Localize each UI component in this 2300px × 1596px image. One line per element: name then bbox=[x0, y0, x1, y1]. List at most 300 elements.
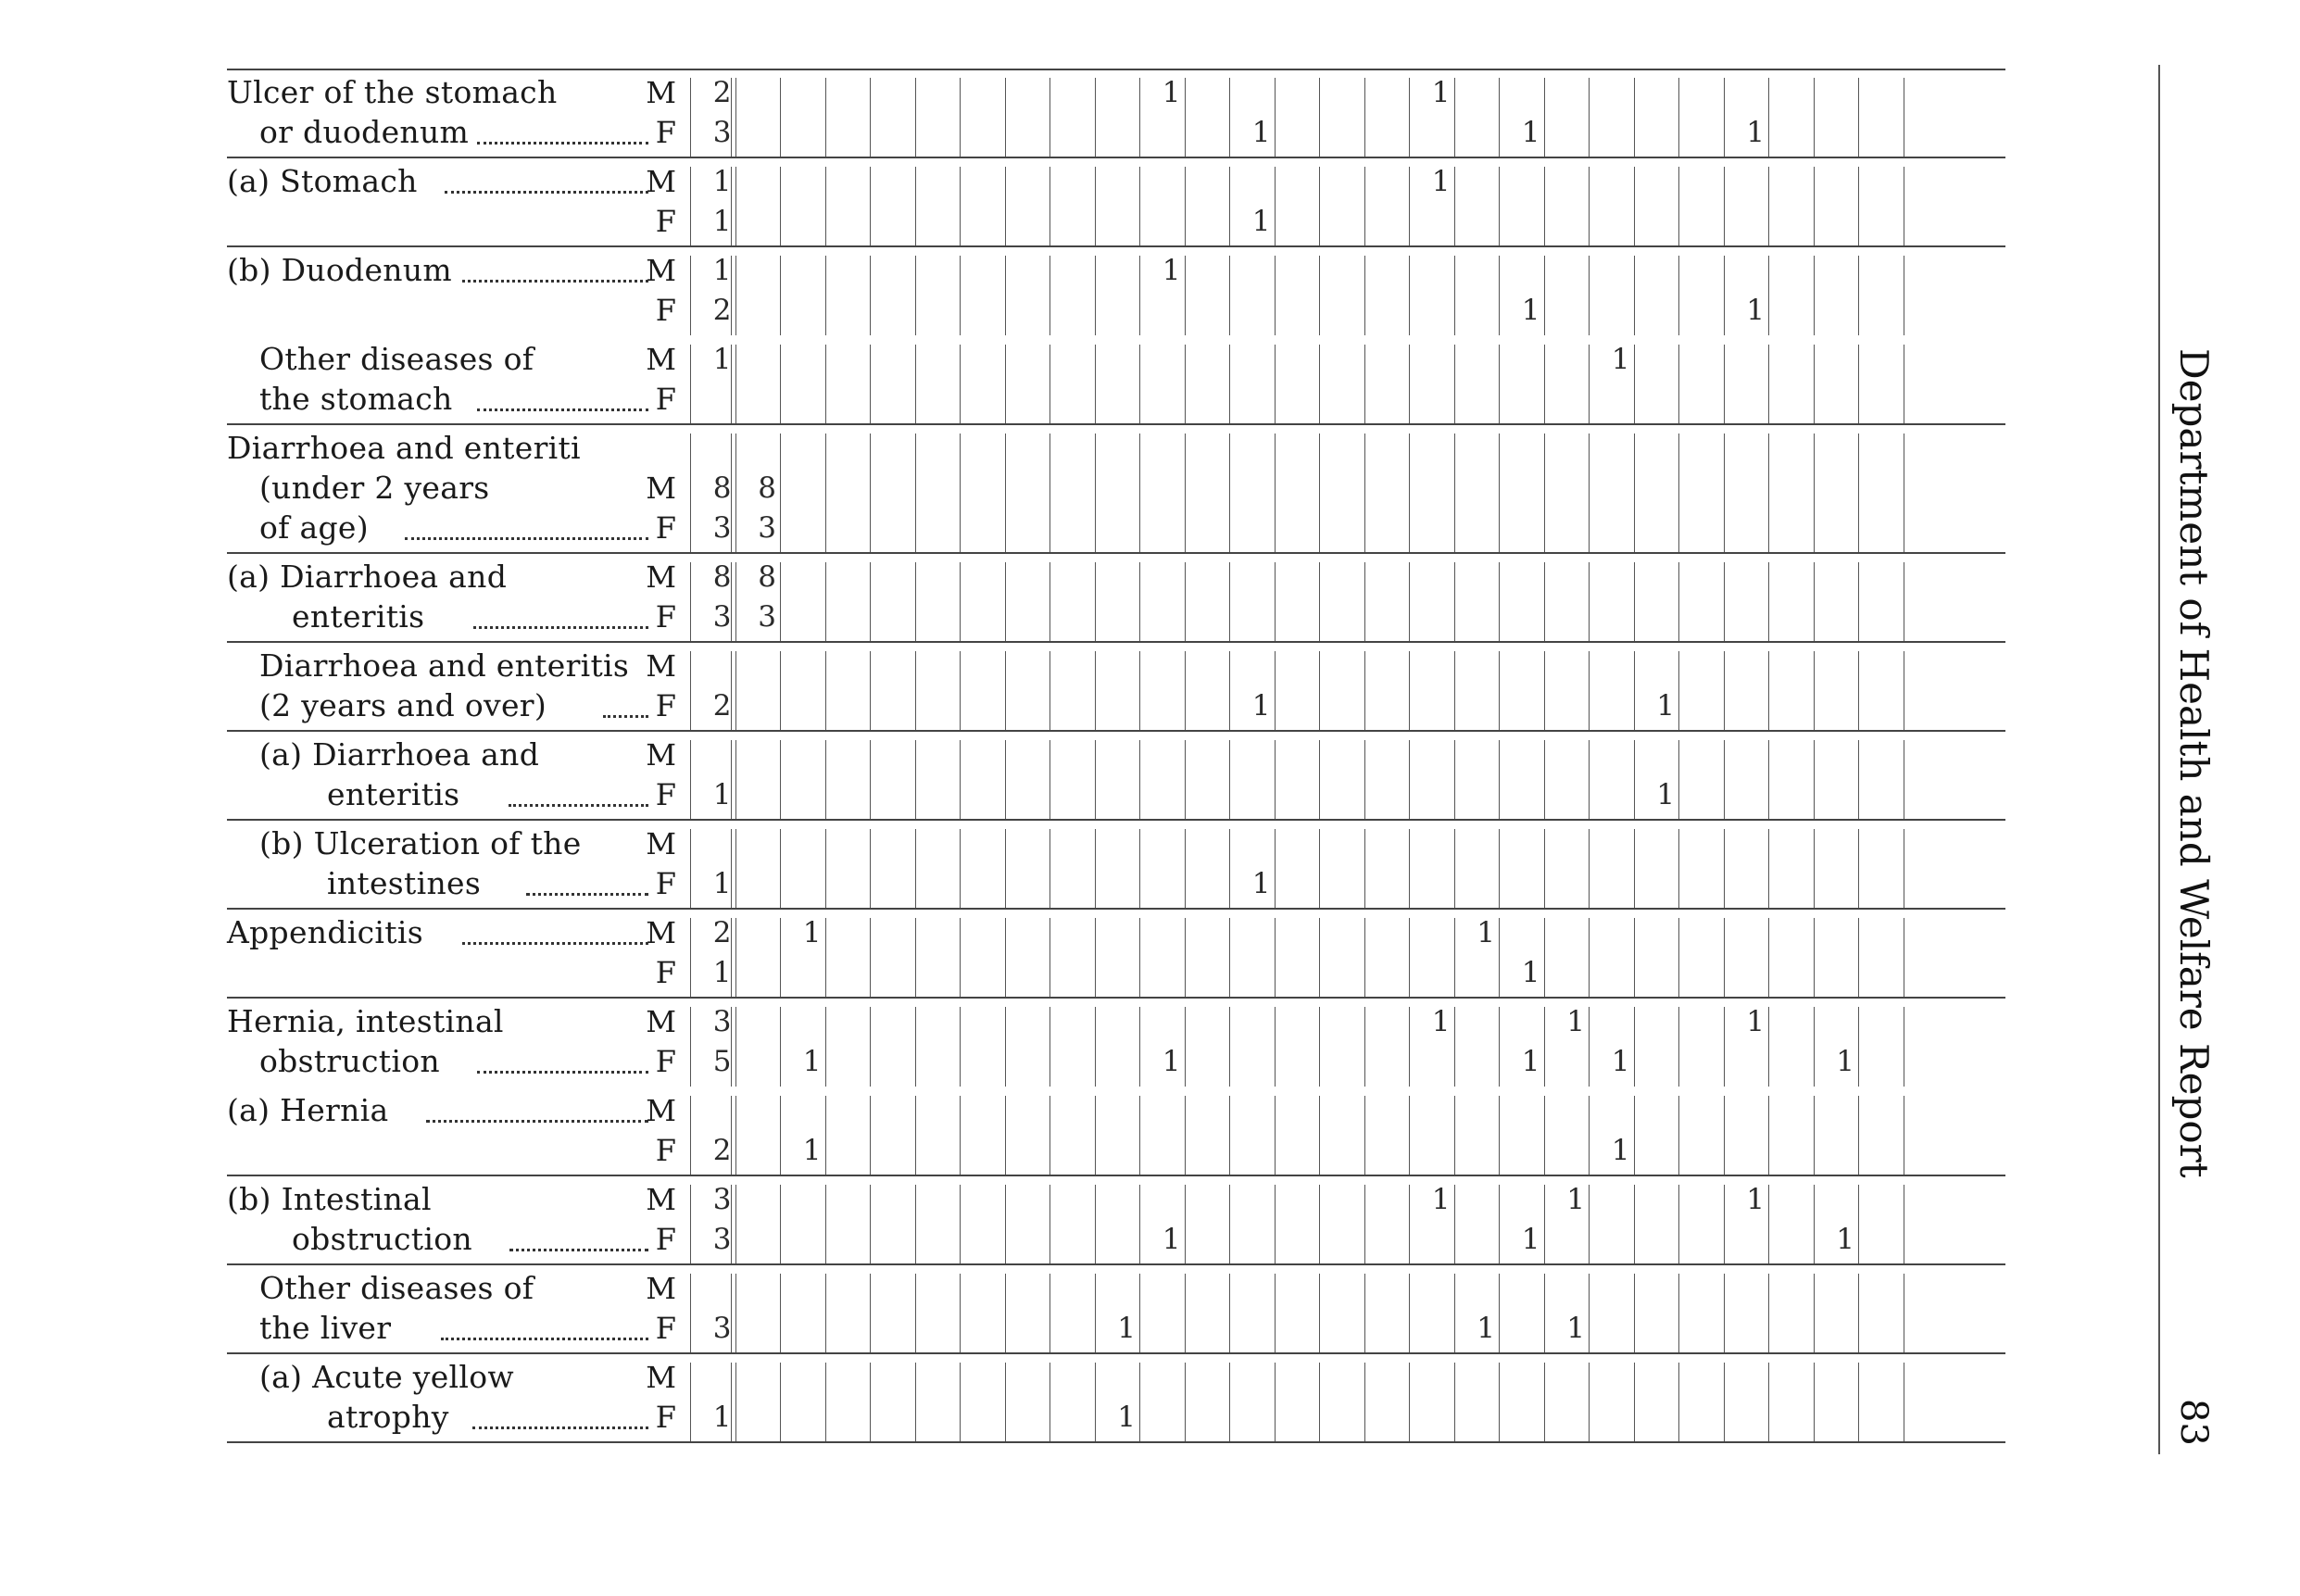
count-value: 2 bbox=[712, 1134, 732, 1167]
column-rule bbox=[1275, 434, 1276, 553]
count-value: 1 bbox=[1117, 1312, 1136, 1345]
dot-leader bbox=[472, 1426, 649, 1429]
column-rule bbox=[1095, 1096, 1096, 1175]
column-rule bbox=[1275, 256, 1276, 335]
row-separator bbox=[227, 245, 2005, 247]
column-rule bbox=[1454, 434, 1455, 553]
column-rule bbox=[825, 918, 826, 998]
column-rule bbox=[1724, 829, 1725, 909]
count-value: 1 bbox=[1611, 343, 1630, 376]
column-rule bbox=[825, 78, 826, 157]
column-rule bbox=[1454, 167, 1455, 246]
column-rule bbox=[1275, 1007, 1276, 1087]
count-value: 1 bbox=[1566, 1183, 1585, 1216]
column-rule bbox=[1499, 740, 1500, 820]
row-label: intestines bbox=[327, 865, 482, 901]
column-rule bbox=[1049, 78, 1050, 157]
column-rule bbox=[1634, 1274, 1635, 1353]
column-rule bbox=[960, 740, 961, 820]
column-rule bbox=[1678, 829, 1679, 909]
column-rule bbox=[1049, 918, 1050, 998]
column-rule bbox=[1275, 1363, 1276, 1442]
column-rule bbox=[1678, 78, 1679, 157]
column-rule bbox=[1724, 256, 1725, 335]
column-rule bbox=[1454, 1096, 1455, 1175]
count-value: 1 bbox=[1836, 1045, 1854, 1078]
column-rule bbox=[1454, 1185, 1455, 1264]
column-rule bbox=[1185, 1274, 1186, 1353]
column-rule bbox=[1858, 434, 1859, 553]
column-rule bbox=[825, 1096, 826, 1175]
column-rule bbox=[1319, 78, 1320, 157]
count-value: 1 bbox=[1431, 76, 1451, 109]
column-rule bbox=[1139, 1007, 1140, 1087]
count-value: 1 bbox=[1746, 294, 1765, 327]
column-rule bbox=[1364, 1274, 1365, 1353]
count-value: 1 bbox=[1656, 689, 1675, 723]
column-rule bbox=[780, 345, 781, 424]
column-rule bbox=[1724, 740, 1725, 820]
column-rule bbox=[1319, 740, 1320, 820]
dot-leader bbox=[477, 408, 649, 411]
row-separator bbox=[227, 157, 2005, 158]
count-value: 1 bbox=[1431, 1005, 1451, 1038]
column-rule bbox=[1589, 434, 1590, 553]
column-rule bbox=[1768, 1363, 1769, 1442]
column-rule bbox=[960, 1007, 961, 1087]
count-value: 1 bbox=[1251, 867, 1271, 900]
column-rule bbox=[915, 1096, 916, 1175]
column-rule bbox=[1724, 345, 1725, 424]
column-rule bbox=[1005, 1096, 1006, 1175]
row-label: the stomach bbox=[259, 381, 453, 417]
count-value: 1 bbox=[1117, 1401, 1136, 1434]
sex-code: M bbox=[646, 648, 676, 684]
count-value: 3 bbox=[758, 511, 776, 545]
count-value: 1 bbox=[802, 1134, 822, 1167]
column-rule bbox=[731, 345, 732, 424]
column-rule bbox=[780, 918, 781, 998]
column-rule bbox=[1185, 918, 1186, 998]
column-rule bbox=[1185, 345, 1186, 424]
count-value: 1 bbox=[1162, 254, 1181, 287]
row-separator bbox=[227, 819, 2005, 821]
column-rule bbox=[1858, 1096, 1859, 1175]
column-rule bbox=[1275, 78, 1276, 157]
column-rule bbox=[1814, 651, 1815, 731]
column-rule bbox=[731, 918, 732, 998]
table-rule bbox=[227, 69, 2005, 70]
column-rule bbox=[1678, 1274, 1679, 1353]
sex-code: F bbox=[655, 382, 676, 417]
column-rule bbox=[1139, 740, 1140, 820]
count-value: 1 bbox=[1521, 1045, 1540, 1078]
column-rule bbox=[1634, 651, 1635, 731]
row-label: Diarrhoea and enteriti bbox=[227, 430, 581, 466]
column-rule bbox=[1185, 167, 1186, 246]
row-label: (a) Hernia bbox=[227, 1092, 389, 1128]
column-rule bbox=[1678, 167, 1679, 246]
row-separator bbox=[227, 552, 2005, 554]
column-rule bbox=[735, 918, 736, 998]
column-rule bbox=[1634, 740, 1635, 820]
column-rule bbox=[1768, 918, 1769, 998]
column-rule bbox=[1409, 434, 1410, 553]
column-rule bbox=[1319, 829, 1320, 909]
row-label: the liver bbox=[259, 1310, 392, 1346]
column-rule bbox=[1095, 1363, 1096, 1442]
column-rule bbox=[1768, 1007, 1769, 1087]
column-rule bbox=[1814, 345, 1815, 424]
row-separator bbox=[227, 1175, 2005, 1176]
count-value: 1 bbox=[712, 205, 732, 238]
column-rule bbox=[731, 1096, 732, 1175]
column-rule bbox=[1095, 918, 1096, 998]
column-rule bbox=[915, 562, 916, 642]
column-rule bbox=[735, 740, 736, 820]
column-rule bbox=[1364, 256, 1365, 335]
column-rule bbox=[1544, 1007, 1545, 1087]
sex-code: M bbox=[646, 471, 676, 506]
column-rule bbox=[1095, 1274, 1096, 1353]
column-rule bbox=[780, 1096, 781, 1175]
column-rule bbox=[731, 1363, 732, 1442]
column-rule bbox=[1499, 256, 1500, 335]
column-rule bbox=[870, 256, 871, 335]
sex-code: F bbox=[655, 204, 676, 239]
row-label: Hernia, intestinal bbox=[227, 1003, 504, 1039]
row-label: or duodenum bbox=[259, 114, 470, 150]
column-rule bbox=[690, 434, 691, 553]
sex-code: F bbox=[655, 1133, 676, 1168]
column-rule bbox=[731, 78, 732, 157]
column-rule bbox=[1185, 1007, 1186, 1087]
column-rule bbox=[1049, 1096, 1050, 1175]
row-label: (under 2 years bbox=[259, 470, 490, 506]
column-rule bbox=[1454, 740, 1455, 820]
dot-leader bbox=[477, 1071, 649, 1074]
count-value: 2 bbox=[712, 689, 732, 723]
column-rule bbox=[870, 345, 871, 424]
column-rule bbox=[1499, 1007, 1500, 1087]
column-rule bbox=[1499, 1096, 1500, 1175]
column-rule bbox=[1678, 740, 1679, 820]
dot-leader bbox=[426, 1120, 648, 1123]
column-rule bbox=[1095, 829, 1096, 909]
column-rule bbox=[1858, 562, 1859, 642]
column-rule bbox=[1544, 434, 1545, 553]
column-rule bbox=[1229, 1185, 1230, 1264]
dot-leader bbox=[473, 626, 649, 629]
column-rule bbox=[1095, 651, 1096, 731]
column-rule bbox=[870, 167, 871, 246]
column-rule bbox=[1319, 918, 1320, 998]
count-value: 1 bbox=[712, 1401, 732, 1434]
column-rule bbox=[780, 651, 781, 731]
column-rule bbox=[915, 1363, 916, 1442]
column-rule bbox=[1678, 562, 1679, 642]
column-rule bbox=[1814, 918, 1815, 998]
column-rule bbox=[1768, 1274, 1769, 1353]
column-rule bbox=[1724, 1096, 1725, 1175]
count-value: 5 bbox=[712, 1045, 732, 1078]
column-rule bbox=[1364, 345, 1365, 424]
sex-code: M bbox=[646, 915, 676, 950]
column-rule bbox=[1229, 345, 1230, 424]
column-rule bbox=[690, 256, 691, 335]
column-rule bbox=[1499, 1363, 1500, 1442]
column-rule bbox=[1768, 1185, 1769, 1264]
column-rule bbox=[1409, 1274, 1410, 1353]
column-rule bbox=[1589, 651, 1590, 731]
column-rule bbox=[1499, 434, 1500, 553]
sex-code: F bbox=[655, 1400, 676, 1435]
column-rule bbox=[1049, 345, 1050, 424]
sex-code: F bbox=[655, 115, 676, 150]
sex-code: M bbox=[646, 1004, 676, 1039]
column-rule bbox=[1049, 740, 1050, 820]
count-value: 2 bbox=[712, 916, 732, 949]
column-rule bbox=[1049, 1185, 1050, 1264]
sex-code: F bbox=[655, 1222, 676, 1257]
column-rule bbox=[1139, 829, 1140, 909]
row-label: (a) Stomach bbox=[227, 163, 418, 199]
column-rule bbox=[1544, 1274, 1545, 1353]
column-rule bbox=[731, 829, 732, 909]
column-rule bbox=[915, 167, 916, 246]
dot-leader bbox=[526, 893, 648, 896]
column-rule bbox=[1678, 256, 1679, 335]
column-rule bbox=[1229, 256, 1230, 335]
column-rule bbox=[1678, 1096, 1679, 1175]
column-rule bbox=[1095, 78, 1096, 157]
column-rule bbox=[1185, 562, 1186, 642]
count-value: 1 bbox=[1521, 116, 1540, 149]
row-label: Ulcer of the stomach bbox=[227, 74, 558, 110]
column-rule bbox=[735, 78, 736, 157]
column-rule bbox=[1858, 345, 1859, 424]
column-rule bbox=[1409, 167, 1410, 246]
row-label: Other diseases of bbox=[259, 341, 534, 377]
count-value: 1 bbox=[802, 1045, 822, 1078]
column-rule bbox=[1814, 1007, 1815, 1087]
column-rule bbox=[1634, 1007, 1635, 1087]
column-rule bbox=[780, 562, 781, 642]
column-rule bbox=[1678, 651, 1679, 731]
count-value: 8 bbox=[758, 560, 776, 594]
column-rule bbox=[1409, 651, 1410, 731]
column-rule bbox=[1364, 1363, 1365, 1442]
column-rule bbox=[1049, 562, 1050, 642]
column-rule bbox=[1858, 78, 1859, 157]
column-rule bbox=[1724, 78, 1725, 157]
count-value: 3 bbox=[712, 511, 732, 545]
column-rule bbox=[1454, 1363, 1455, 1442]
count-value: 1 bbox=[712, 867, 732, 900]
column-rule bbox=[1768, 256, 1769, 335]
column-rule bbox=[1544, 345, 1545, 424]
column-rule bbox=[690, 740, 691, 820]
column-rule bbox=[735, 1274, 736, 1353]
column-rule bbox=[825, 434, 826, 553]
column-rule bbox=[780, 434, 781, 553]
column-rule bbox=[1544, 1363, 1545, 1442]
count-value: 1 bbox=[712, 254, 732, 287]
dot-leader bbox=[445, 191, 649, 194]
row-label: (2 years and over) bbox=[259, 687, 547, 723]
count-value: 1 bbox=[1521, 956, 1540, 989]
column-rule bbox=[690, 829, 691, 909]
column-rule bbox=[1229, 167, 1230, 246]
count-value: 2 bbox=[712, 294, 732, 327]
column-rule bbox=[915, 1007, 916, 1087]
count-value: 1 bbox=[1611, 1134, 1630, 1167]
column-rule bbox=[690, 1007, 691, 1087]
column-rule bbox=[1005, 167, 1006, 246]
dot-leader bbox=[509, 804, 649, 807]
count-value: 1 bbox=[712, 165, 732, 198]
column-rule bbox=[780, 256, 781, 335]
column-rule bbox=[1544, 829, 1545, 909]
column-rule bbox=[1499, 167, 1500, 246]
column-rule bbox=[825, 651, 826, 731]
column-rule bbox=[1724, 1274, 1725, 1353]
column-rule bbox=[825, 829, 826, 909]
column-rule bbox=[1409, 1363, 1410, 1442]
column-rule bbox=[1185, 434, 1186, 553]
column-rule bbox=[690, 345, 691, 424]
column-rule bbox=[780, 829, 781, 909]
column-rule bbox=[1139, 434, 1140, 553]
column-rule bbox=[1409, 740, 1410, 820]
column-rule bbox=[1499, 78, 1500, 157]
column-rule bbox=[870, 1007, 871, 1087]
column-rule bbox=[1858, 1007, 1859, 1087]
column-rule bbox=[1275, 167, 1276, 246]
column-rule bbox=[1364, 740, 1365, 820]
column-rule bbox=[731, 651, 732, 731]
row-label: atrophy bbox=[327, 1399, 449, 1435]
column-rule bbox=[1049, 256, 1050, 335]
column-rule bbox=[1319, 1363, 1320, 1442]
row-separator bbox=[227, 1263, 2005, 1265]
column-rule bbox=[690, 167, 691, 246]
column-rule bbox=[735, 256, 736, 335]
column-rule bbox=[1678, 1007, 1679, 1087]
column-rule bbox=[1005, 1185, 1006, 1264]
sex-code: M bbox=[646, 342, 676, 377]
column-rule bbox=[1499, 345, 1500, 424]
column-rule bbox=[1768, 651, 1769, 731]
column-rule bbox=[1005, 78, 1006, 157]
column-rule bbox=[1814, 1096, 1815, 1175]
count-value: 8 bbox=[712, 471, 732, 505]
column-rule bbox=[825, 256, 826, 335]
column-rule bbox=[1139, 256, 1140, 335]
row-separator bbox=[227, 1352, 2005, 1354]
column-rule bbox=[1095, 740, 1096, 820]
column-rule bbox=[1544, 918, 1545, 998]
column-rule bbox=[1768, 345, 1769, 424]
column-rule bbox=[1364, 1007, 1365, 1087]
column-rule bbox=[1589, 256, 1590, 335]
column-rule bbox=[1364, 1185, 1365, 1264]
column-rule bbox=[1589, 345, 1590, 424]
column-rule bbox=[1768, 167, 1769, 246]
column-rule bbox=[1589, 918, 1590, 998]
column-rule bbox=[1678, 918, 1679, 998]
column-rule bbox=[1005, 829, 1006, 909]
row-label: (a) Acute yellow bbox=[259, 1359, 514, 1395]
column-rule bbox=[731, 256, 732, 335]
column-rule bbox=[960, 829, 961, 909]
running-head: Department of Health and Welfare Report bbox=[2171, 348, 2217, 1178]
column-rule bbox=[1185, 256, 1186, 335]
row-label: obstruction bbox=[292, 1221, 472, 1257]
column-rule bbox=[1544, 256, 1545, 335]
column-rule bbox=[1364, 434, 1365, 553]
column-rule bbox=[1319, 1274, 1320, 1353]
column-rule bbox=[690, 562, 691, 642]
column-rule bbox=[915, 1274, 916, 1353]
column-rule bbox=[1229, 651, 1230, 731]
column-rule bbox=[1678, 434, 1679, 553]
column-rule bbox=[1544, 651, 1545, 731]
column-rule bbox=[1005, 740, 1006, 820]
column-rule bbox=[735, 651, 736, 731]
column-rule bbox=[1409, 345, 1410, 424]
column-rule bbox=[825, 740, 826, 820]
column-rule bbox=[690, 1185, 691, 1264]
column-rule bbox=[1589, 740, 1590, 820]
column-rule bbox=[735, 1185, 736, 1264]
count-value: 3 bbox=[758, 600, 776, 634]
column-rule bbox=[915, 1185, 916, 1264]
column-rule bbox=[1589, 562, 1590, 642]
column-rule bbox=[1275, 345, 1276, 424]
column-rule bbox=[1229, 1363, 1230, 1442]
column-rule bbox=[1319, 1096, 1320, 1175]
column-rule bbox=[1319, 1185, 1320, 1264]
sex-code: F bbox=[655, 599, 676, 635]
column-rule bbox=[1275, 1274, 1276, 1353]
column-rule bbox=[1589, 1274, 1590, 1353]
sex-code: M bbox=[646, 1271, 676, 1306]
column-rule bbox=[1544, 562, 1545, 642]
column-rule bbox=[1049, 434, 1050, 553]
column-rule bbox=[1499, 562, 1500, 642]
column-rule bbox=[1229, 918, 1230, 998]
count-value: 3 bbox=[712, 1183, 732, 1216]
count-value: 1 bbox=[1746, 1005, 1765, 1038]
column-rule bbox=[780, 1363, 781, 1442]
column-rule bbox=[825, 167, 826, 246]
column-rule bbox=[1544, 1096, 1545, 1175]
column-rule bbox=[690, 651, 691, 731]
column-rule bbox=[1499, 918, 1500, 998]
column-rule bbox=[1139, 1185, 1140, 1264]
column-rule bbox=[735, 829, 736, 909]
column-rule bbox=[735, 1007, 736, 1087]
row-separator bbox=[227, 908, 2005, 910]
dot-leader bbox=[462, 942, 648, 945]
column-rule bbox=[1095, 345, 1096, 424]
column-rule bbox=[1185, 1096, 1186, 1175]
column-rule bbox=[1139, 1096, 1140, 1175]
column-rule bbox=[1049, 829, 1050, 909]
sex-code: M bbox=[646, 826, 676, 861]
row-label: Other diseases of bbox=[259, 1270, 534, 1306]
